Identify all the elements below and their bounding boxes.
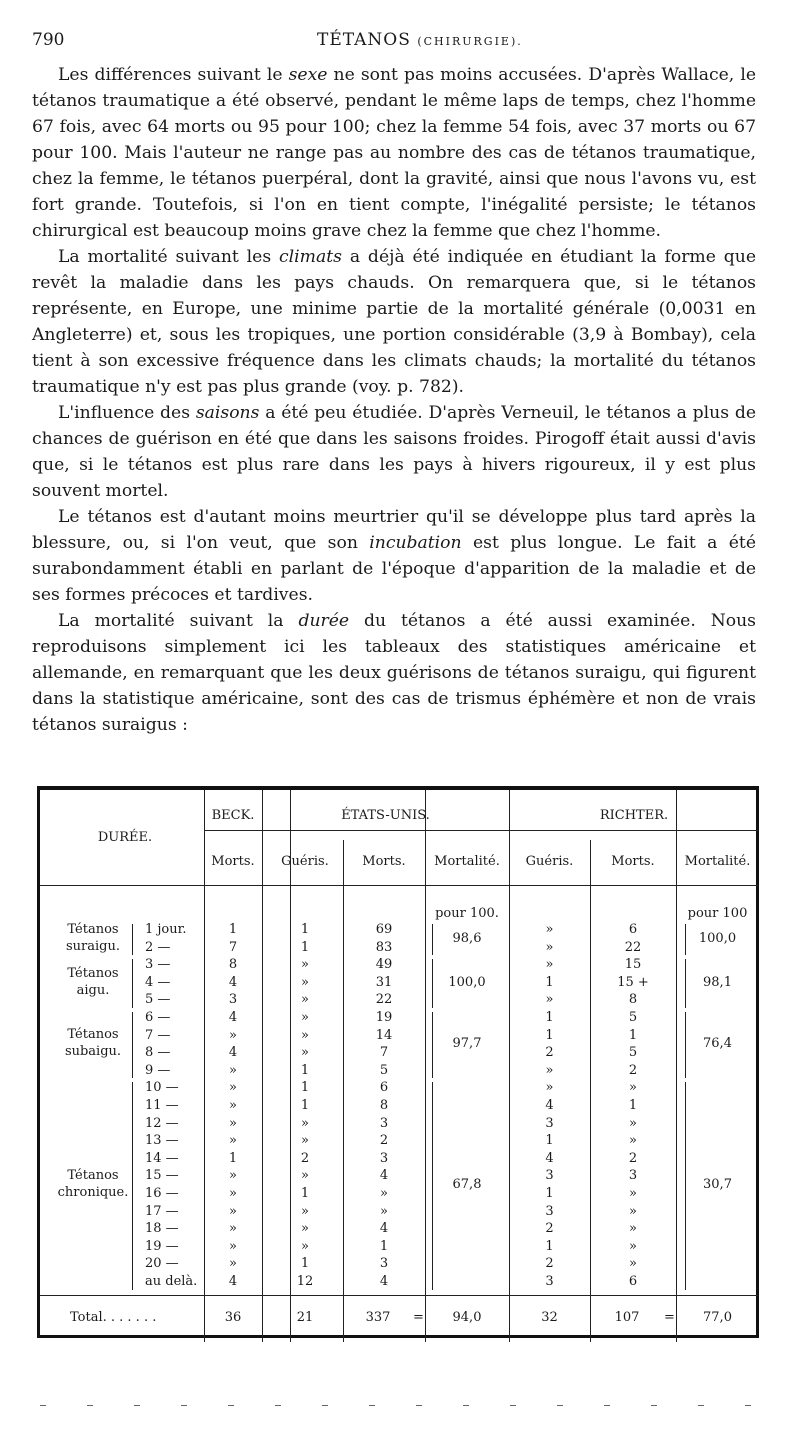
col-header-beck: BECK. <box>211 808 255 823</box>
cell-morts: 4 <box>379 1221 389 1237</box>
sub-header: Mortalité. <box>434 854 500 869</box>
col-header-richter: RICHTER. <box>599 808 669 823</box>
cell-richter-gueris: 3 <box>545 1168 554 1184</box>
cell-richter-morts: » <box>629 1256 637 1272</box>
cell-richter-morts: » <box>629 1115 637 1131</box>
row-day: 9 — <box>145 1062 171 1078</box>
cell-morts: 3 <box>379 1115 389 1131</box>
cell-richter-gueris: 1 <box>545 1238 554 1254</box>
richter-mortality-rate: 30,7 <box>703 1177 732 1193</box>
text-run: a été peu étudiée. D'après Verneuil, le tétanos a plus de chances de guérison en été que dans les saisons froides. Pirogoff était aussi d'avis que, si le tétanos est plus rare dans les pays à hivers rigoureux, il y est plus souvent mortel. <box>32 403 756 501</box>
cell-beck: » <box>229 1062 237 1078</box>
total-equals: = <box>664 1310 675 1325</box>
cell-richter-gueris: 3 <box>545 1203 554 1219</box>
cell-richter-gueris: 2 <box>545 1221 554 1237</box>
cell-richter-gueris: » <box>545 922 554 937</box>
brace-bar <box>685 924 686 955</box>
row-day: 15 — <box>145 1168 179 1184</box>
text-run: est plus longue. Le fait a été surabondamment établi en parlant de l'époque d'apparition de la maladie et de ses formes précoces et tardives. <box>32 533 756 605</box>
text-run: a déjà été indiquée en étudiant la forme que revêt la maladie dans les pays chauds. On remarquera que, si le tétanos représente, en Europe, une minime partie de la mortalité générale (0,0031 en Angleterre) et, sous les tropiques, une portion considérable (3,9 à Bombay), cela tient à son excessive fréquence dans les climats chauds; la mortalité du tétanos traumatique n'y est pas plus grande (voy. p. 782). <box>32 247 756 397</box>
cell-morts: 1 <box>379 1238 389 1254</box>
pour-100: pour 100 <box>687 906 748 921</box>
group-label-line: suraigu. <box>66 938 120 954</box>
cell-richter-gueris: 2 <box>545 1045 554 1061</box>
row-day: 7 — <box>145 1027 171 1043</box>
cell-richter-morts: 15 + <box>617 974 649 990</box>
cell-richter-morts: 3 <box>628 1168 638 1184</box>
cell-richter-gueris: 1 <box>545 974 554 990</box>
row-day: 6 — <box>145 1010 171 1025</box>
cell-beck: 4 <box>228 974 238 990</box>
total-label: Total. . . . . . . <box>70 1310 157 1325</box>
brace-bar <box>132 924 133 955</box>
row-day: 4 — <box>145 974 171 990</box>
text-run: Les différences suivant le <box>58 65 289 85</box>
row-day: 13 — <box>145 1133 179 1149</box>
group-label-line: Tétanos <box>67 921 119 937</box>
row-day: 5 — <box>145 992 171 1008</box>
page-footer-rule <box>40 1405 770 1415</box>
emphasis: saisons <box>195 403 260 423</box>
row-day: 19 — <box>145 1238 179 1254</box>
cell-richter-gueris: 1 <box>545 1133 554 1149</box>
cell-beck: » <box>229 1238 237 1254</box>
cell-richter-morts: 6 <box>628 1274 638 1289</box>
footer-dash <box>604 1405 610 1406</box>
cell-morts: 4 <box>379 1168 389 1184</box>
total-equals: = <box>413 1310 424 1325</box>
cell-morts: 14 <box>375 1027 393 1043</box>
row-day: 18 — <box>145 1221 179 1237</box>
cell-beck: » <box>229 1115 237 1131</box>
sub-header: Guéris. <box>281 854 329 869</box>
cell-richter-gueris: 4 <box>545 1150 554 1166</box>
cell-morts: 5 <box>379 1062 389 1078</box>
cell-beck: » <box>229 1221 237 1237</box>
group-label-line: chronique. <box>57 1185 129 1201</box>
brace-bar <box>132 1012 133 1078</box>
brace-bar <box>432 959 433 1008</box>
cell-morts: 69 <box>375 922 393 937</box>
footer-dash <box>322 1405 328 1406</box>
cell-beck: 4 <box>228 1010 238 1025</box>
brace-bar <box>432 1012 433 1078</box>
cell-beck: » <box>229 1186 237 1201</box>
mortality-table <box>37 786 759 1338</box>
row-day: 3 — <box>145 957 171 973</box>
row-day: 1 jour. <box>145 922 187 937</box>
cell-richter-morts: 1 <box>628 1098 638 1113</box>
footer-dash <box>463 1405 469 1406</box>
sub-header: Guéris. <box>525 854 574 869</box>
body-text <box>32 62 756 738</box>
cell-gueris: » <box>301 1010 309 1025</box>
cell-gueris: 1 <box>300 1080 310 1096</box>
page-header <box>32 30 762 58</box>
cell-richter-morts: 22 <box>624 939 642 955</box>
cell-richter-morts: » <box>629 1186 637 1201</box>
row-day: 16 — <box>145 1186 179 1201</box>
row-day: 10 — <box>145 1080 179 1096</box>
total-richter-rate: 77,0 <box>703 1310 732 1325</box>
footer-dash <box>745 1405 751 1406</box>
emphasis: climats <box>279 247 342 267</box>
row-day: 14 — <box>145 1150 179 1166</box>
cell-beck: 4 <box>228 1274 238 1289</box>
cell-beck: 3 <box>228 992 238 1008</box>
cell-morts: 8 <box>379 1098 389 1113</box>
cell-gueris: 1 <box>300 1098 310 1113</box>
cell-richter-morts: 6 <box>628 922 638 937</box>
cell-gueris: » <box>301 974 309 990</box>
text-run: La mortalité suivant la <box>58 611 299 631</box>
brace-bar <box>685 959 686 1008</box>
group-label-line: aigu. <box>76 982 110 998</box>
cell-morts: 83 <box>375 939 393 955</box>
us-mortality-rate: 97,7 <box>452 1036 482 1052</box>
cell-richter-morts: 2 <box>628 1150 638 1166</box>
cell-morts: 3 <box>379 1150 389 1166</box>
cell-richter-gueris: 1 <box>545 1010 554 1025</box>
cell-beck: » <box>229 1098 237 1113</box>
cell-gueris: » <box>301 1238 309 1254</box>
cell-gueris: » <box>301 992 309 1008</box>
cell-gueris: » <box>301 1203 309 1219</box>
cell-richter-morts: » <box>629 1238 637 1254</box>
cell-gueris: » <box>301 957 309 973</box>
footer-dash <box>40 1405 46 1406</box>
cell-richter-gueris: » <box>545 939 554 955</box>
text-run: ne sont pas moins accusées. D'après Wallace, le tétanos traumatique a été observé, pendant le même laps de temps, chez l'homme 67 fois, avec 64 morts ou 95 pour 100; chez la femme 54 fois, avec 37 morts ou 67 pour 100. Mais l'auteur ne range pas au nombre des cas de tétanos traumatique, chez la femme, le tétanos puerpéral, dont la gravité, ainsi que nous l'avons vu, est fort grande. Toutefois, si l'on en tient compte, l'inégalité persiste; le tétanos chirurgical est beaucoup moins grave chez la femme que chez l'homme. <box>32 65 756 241</box>
group-label-line: Tétanos <box>67 965 119 981</box>
sub-header: Mortalité. <box>684 854 751 869</box>
brace-bar <box>685 1012 686 1078</box>
total-richter-gueris: 32 <box>541 1310 558 1325</box>
cell-richter-gueris: 3 <box>545 1274 554 1289</box>
footer-dash <box>87 1405 93 1406</box>
table-rule <box>40 1295 759 1296</box>
brace-bar <box>132 959 133 1008</box>
cell-gueris: 1 <box>300 1256 310 1272</box>
footer-dash <box>228 1405 234 1406</box>
emphasis: incubation <box>369 533 462 553</box>
cell-gueris: » <box>301 1168 309 1184</box>
cell-richter-gueris: 4 <box>545 1098 554 1113</box>
cell-morts: » <box>380 1186 388 1201</box>
cell-richter-gueris: » <box>545 1080 554 1096</box>
cell-richter-gueris: » <box>545 1062 554 1078</box>
cell-morts: 7 <box>379 1045 389 1061</box>
cell-richter-gueris: 1 <box>545 1027 554 1043</box>
cell-gueris: » <box>301 1027 309 1043</box>
row-day: 11 — <box>145 1098 179 1113</box>
us-mortality-rate: 67,8 <box>452 1177 482 1193</box>
cell-richter-morts: » <box>629 1221 637 1237</box>
cell-richter-morts: 5 <box>628 1045 638 1061</box>
total-morts: 337 <box>365 1310 391 1325</box>
running-title: TÉTANOS (CHIRURGIE). <box>317 30 523 50</box>
cell-richter-gueris: 2 <box>545 1256 554 1272</box>
cell-morts: » <box>380 1203 388 1219</box>
cell-gueris: 1 <box>300 939 310 955</box>
us-mortality-rate: 98,6 <box>452 930 482 946</box>
paragraph <box>32 62 756 244</box>
cell-richter-morts: » <box>629 1203 637 1219</box>
cell-richter-morts: 1 <box>628 1027 638 1043</box>
total-rate: 94,0 <box>452 1310 482 1325</box>
us-mortality-rate: 100,0 <box>448 974 486 990</box>
cell-gueris: » <box>301 1045 309 1061</box>
cell-richter-gueris: 1 <box>545 1186 554 1201</box>
cell-beck: 1 <box>228 1150 238 1166</box>
brace-bar <box>432 1082 433 1289</box>
footer-dash <box>275 1405 281 1406</box>
text-run: du tétanos a été aussi examinée. Nous reproduisons simplement ici les tableaux des statistiques américaine et allemande, en remarquant que les deux guérisons de tétanos suraigu, qui figurent dans la statistique américaine, sont des cas de trismus éphémère et non de vrais tétanos suraigus : <box>32 611 757 735</box>
cell-gueris: » <box>301 1115 309 1131</box>
sub-header: Morts. <box>611 854 655 869</box>
footer-dash <box>416 1405 422 1406</box>
group-label-line: Tétanos <box>67 1168 119 1184</box>
cell-richter-morts: » <box>629 1080 637 1096</box>
cell-gueris: 12 <box>296 1274 314 1289</box>
cell-gueris: » <box>301 1133 309 1149</box>
cell-beck: 7 <box>228 939 238 955</box>
cell-beck: 1 <box>228 922 238 937</box>
footer-dash <box>134 1405 140 1406</box>
cell-beck: » <box>229 1133 237 1149</box>
cell-richter-gueris: » <box>545 957 554 973</box>
cell-beck: » <box>229 1080 237 1096</box>
brace-bar <box>685 1082 686 1289</box>
text-run: L'influence des <box>58 403 196 423</box>
footer-dash <box>557 1405 563 1406</box>
table-rule <box>425 790 426 1342</box>
col-header-duree: DURÉE. <box>97 830 153 845</box>
total-gueris: 21 <box>296 1310 314 1325</box>
cell-gueris: 2 <box>300 1150 310 1166</box>
cell-richter-morts: 2 <box>628 1062 638 1078</box>
table-rule <box>40 885 759 886</box>
emphasis: durée <box>298 611 350 631</box>
cell-richter-gueris: 3 <box>545 1115 554 1131</box>
cell-morts: 3 <box>379 1256 389 1272</box>
emphasis: sexe <box>288 65 328 85</box>
footer-dash <box>698 1405 704 1406</box>
richter-mortality-rate: 100,0 <box>698 930 737 946</box>
cell-gueris: 1 <box>300 1186 310 1201</box>
group-label-line: Tétanos <box>67 1027 119 1043</box>
row-day: 20 — <box>145 1256 179 1272</box>
cell-morts: 6 <box>379 1080 389 1096</box>
brace-bar <box>432 924 433 955</box>
cell-morts: 22 <box>375 992 393 1008</box>
paragraph <box>32 608 756 738</box>
cell-richter-gueris: » <box>545 992 554 1008</box>
row-day: 12 — <box>145 1115 179 1131</box>
footer-dash <box>181 1405 187 1406</box>
cell-beck: » <box>229 1256 237 1272</box>
cell-beck: » <box>229 1027 237 1043</box>
pour-100: pour 100. <box>435 906 499 921</box>
col-header-etats: ÉTATS-UNIS. <box>341 808 430 823</box>
cell-beck: » <box>229 1203 237 1219</box>
paragraph <box>32 400 756 504</box>
table-rule <box>676 790 677 1342</box>
footer-dash <box>510 1405 516 1406</box>
text-run: Le tétanos est d'autant moins meurtrier qu'il se développe plus tard après la blessure, ou, si l'on veut, que son <box>32 507 756 553</box>
richter-mortality-rate: 76,4 <box>703 1036 732 1052</box>
row-day: 17 — <box>145 1203 179 1219</box>
cell-richter-morts: 5 <box>628 1010 638 1025</box>
cell-beck: » <box>229 1168 237 1184</box>
cell-beck: 8 <box>228 957 238 973</box>
cell-morts: 49 <box>375 957 393 973</box>
richter-mortality-rate: 98,1 <box>703 974 732 990</box>
table-rule <box>204 830 759 831</box>
row-day: au delà. <box>145 1274 198 1289</box>
total-richter-morts: 107 <box>614 1310 640 1325</box>
cell-beck: 4 <box>228 1045 238 1061</box>
cell-gueris: » <box>301 1221 309 1237</box>
sub-header: Morts. <box>362 854 406 869</box>
row-day: 8 — <box>145 1045 171 1061</box>
brace-bar <box>132 1082 133 1289</box>
group-label-line: subaigu. <box>64 1044 122 1060</box>
footer-dash <box>651 1405 657 1406</box>
total-beck: 36 <box>224 1310 242 1325</box>
row-day: 2 — <box>145 939 171 955</box>
cell-gueris: 1 <box>300 1062 310 1078</box>
paragraph <box>32 504 756 608</box>
cell-richter-morts: » <box>629 1133 637 1149</box>
cell-morts: 19 <box>375 1010 393 1025</box>
cell-morts: 31 <box>375 974 393 990</box>
text-run: La mortalité suivant les <box>58 247 280 267</box>
footer-dash <box>369 1405 375 1406</box>
paragraph <box>32 244 756 400</box>
cell-gueris: 1 <box>300 922 310 937</box>
sub-header: Morts. <box>211 854 255 869</box>
page-number: 790 <box>32 30 65 50</box>
cell-richter-morts: 8 <box>628 992 638 1008</box>
cell-morts: 2 <box>379 1133 389 1149</box>
cell-richter-morts: 15 <box>624 957 642 973</box>
cell-morts: 4 <box>379 1274 389 1289</box>
